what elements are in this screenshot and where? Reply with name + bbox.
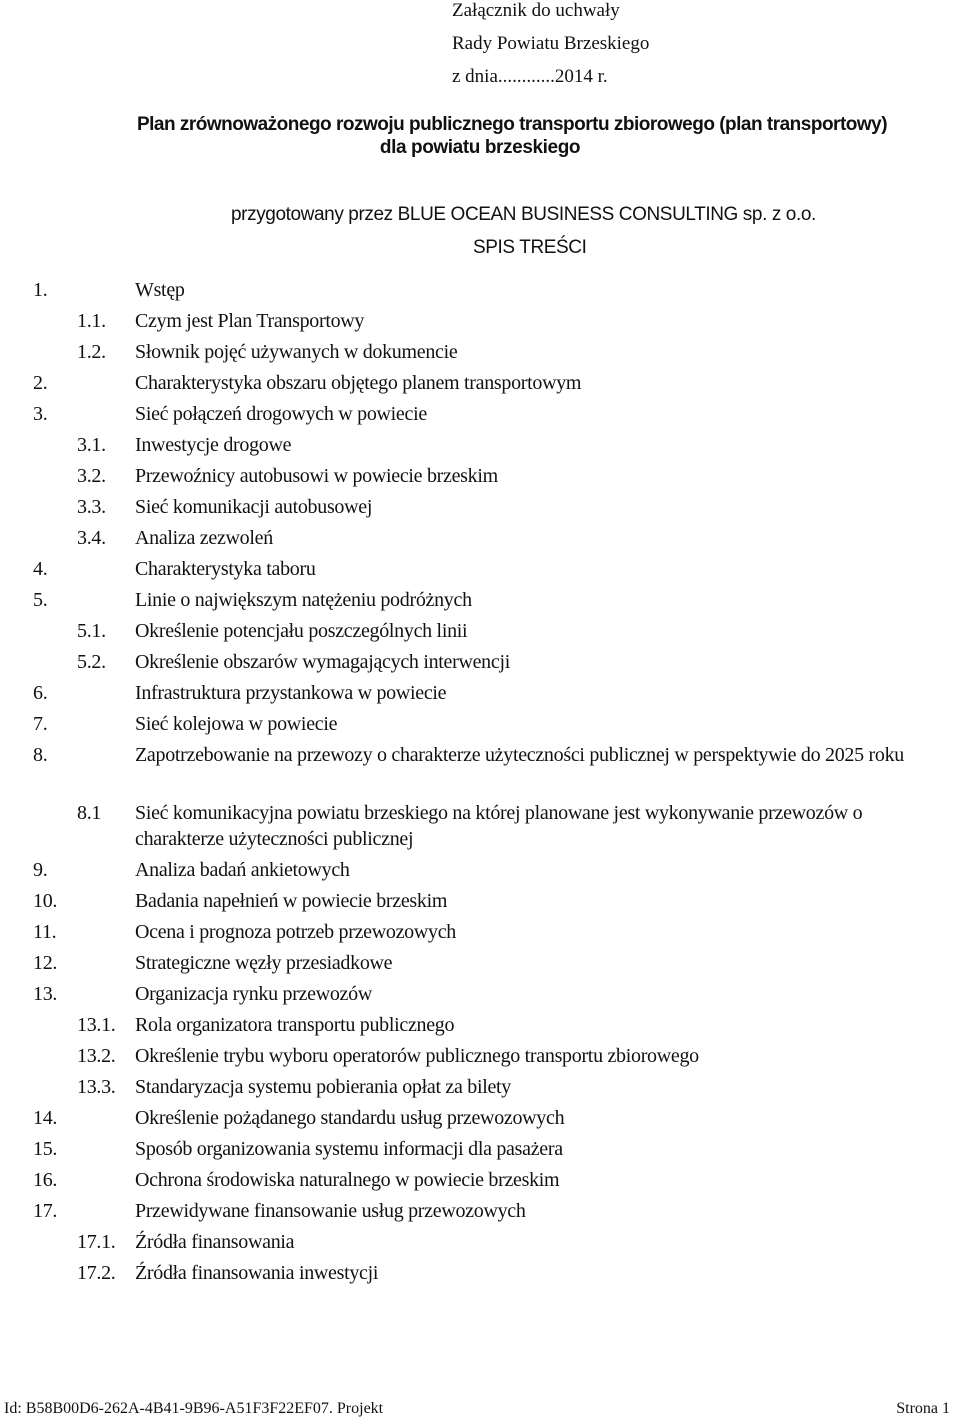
toc-entry-title: Określenie trybu wyboru operatorów publicznego transportu zbiorowego: [135, 1045, 699, 1067]
toc-entry-number: 6.: [33, 682, 48, 704]
toc-entry-number: 1.1.: [77, 310, 106, 332]
toc-entry-number: 10.: [33, 890, 58, 912]
toc-entry-title: Źródła finansowania: [135, 1231, 295, 1253]
toc-entry-title: Sieć komunikacyjna powiatu brzeskiego na której planowane jest wykonywanie przewozów o charakterze użyteczności publicznej: [135, 802, 863, 850]
toc-heading: SPIS TREŚCI: [473, 237, 587, 258]
toc-entry-title: Wstęp: [135, 279, 185, 301]
toc-entry-title: Charakterystyka taboru: [135, 558, 316, 580]
toc-entry-number: 1.2.: [77, 341, 106, 363]
toc-entry-title: Sieć kolejowa w powiecie: [135, 713, 338, 735]
toc-entry-number: 8.: [33, 744, 48, 766]
date-line: z dnia............2014 r.: [452, 66, 608, 87]
council-line: Rady Powiatu Brzeskiego: [452, 33, 650, 54]
toc-entry-title: Określenie potencjału poszczególnych linii: [135, 620, 468, 642]
toc-entry-title: Określenie obszarów wymagających interwencji: [135, 651, 510, 673]
toc-entry-title: Badania napełnień w powiecie brzeskim: [135, 890, 448, 912]
toc-entry-number: 12.: [33, 952, 58, 974]
prepared-by: przygotowany przez BLUE OCEAN BUSINESS CONSULTING sp. z o.o.: [231, 204, 816, 225]
toc-entry-number: 3.1.: [77, 434, 106, 456]
toc-entry-title: Sieć połączeń drogowych w powiecie: [135, 403, 427, 425]
toc-entry-number: 11.: [33, 921, 57, 943]
toc-entry-number: 5.1.: [77, 620, 106, 642]
toc-entry-title: Standaryzacja systemu pobierania opłat za bilety: [135, 1076, 512, 1098]
toc-entry-number: 3.4.: [77, 527, 106, 549]
toc-entry-number: 17.1.: [77, 1231, 116, 1253]
toc-entry-title: Zapotrzebowanie na przewozy o charakterze użyteczności publicznej w perspektywie do 2025 roku: [135, 744, 904, 766]
toc-entry-title: Ochrona środowiska naturalnego w powiecie brzeskim: [135, 1169, 560, 1191]
toc-entry-number: 4.: [33, 558, 48, 580]
attachment-line: Załącznik do uchwały: [452, 0, 620, 21]
toc-entry-title: Określenie pożądanego standardu usług przewozowych: [135, 1107, 565, 1129]
toc-entry-title: Przewoźnicy autobusowi w powiecie brzeskim: [135, 465, 498, 487]
toc-entry-number: 14.: [33, 1107, 58, 1129]
document-id: Id: B58B00D6-262A-4B41-9B96-A51F3F22EF07. Projekt: [4, 1400, 384, 1417]
toc-entry-title: Słownik pojęć używanych w dokumencie: [135, 341, 458, 363]
toc-entry-title: Sieć komunikacji autobusowej: [135, 496, 373, 518]
toc-entry-title: Linie o największym natężeniu podróżnych: [135, 589, 472, 611]
document-title-line-1: Plan zrównoważonego rozwoju publicznego transportu zbiorowego (plan transportowy): [136, 114, 888, 135]
toc-entry-number: 1.: [33, 279, 48, 301]
toc-entry-number: 7.: [33, 713, 48, 735]
toc-entry-number: 13.2.: [77, 1045, 116, 1067]
toc-entry-number: 15.: [33, 1138, 58, 1160]
toc-entry-title: Inwestycje drogowe: [135, 434, 292, 456]
toc-entry-number: 5.2.: [77, 651, 106, 673]
toc-entry-title: Infrastruktura przystankowa w powiecie: [135, 682, 447, 704]
toc-entry-number: 5.: [33, 589, 48, 611]
toc-entry-number: 17.2.: [77, 1262, 116, 1284]
page-number: Strona 1: [896, 1400, 950, 1417]
toc-entry-number: 13.1.: [77, 1014, 116, 1036]
toc-entry-title: Strategiczne węzły przesiadkowe: [135, 952, 393, 974]
toc-entry-number: 3.: [33, 403, 48, 425]
toc-entry-title: Sposób organizowania systemu informacji dla pasażera: [135, 1138, 563, 1160]
toc-entry-number: 13.: [33, 983, 58, 1005]
toc-entry-number: 9.: [33, 859, 48, 881]
toc-entry-number: 16.: [33, 1169, 58, 1191]
toc-entry-title: Charakterystyka obszaru objętego planem transportowym: [135, 372, 582, 394]
toc-entry-title: Źródła finansowania inwestycji: [135, 1262, 379, 1284]
toc-entry-title: Ocena i prognoza potrzeb przewozowych: [135, 921, 456, 943]
toc-entry-number: 8.1: [77, 802, 102, 824]
toc-entry-number: 3.3.: [77, 496, 106, 518]
document-title-line-2: dla powiatu brzeskiego: [379, 137, 581, 158]
toc-entry-number: 3.2.: [77, 465, 106, 487]
toc-entry-title: Czym jest Plan Transportowy: [135, 310, 365, 332]
toc-entry-number: 13.3.: [77, 1076, 116, 1098]
toc-entry-number: 2.: [33, 372, 48, 394]
toc-entry-title: Rola organizatora transportu publicznego: [135, 1014, 455, 1036]
toc-entry-title: Organizacja rynku przewozów: [135, 983, 372, 1005]
toc-entry-number: 17.: [33, 1200, 58, 1222]
toc-entry-title: Analiza zezwoleń: [135, 527, 273, 549]
toc-entry-title: Przewidywane finansowanie usług przewozowych: [135, 1200, 526, 1222]
toc-entry-title: Analiza badań ankietowych: [135, 859, 350, 881]
